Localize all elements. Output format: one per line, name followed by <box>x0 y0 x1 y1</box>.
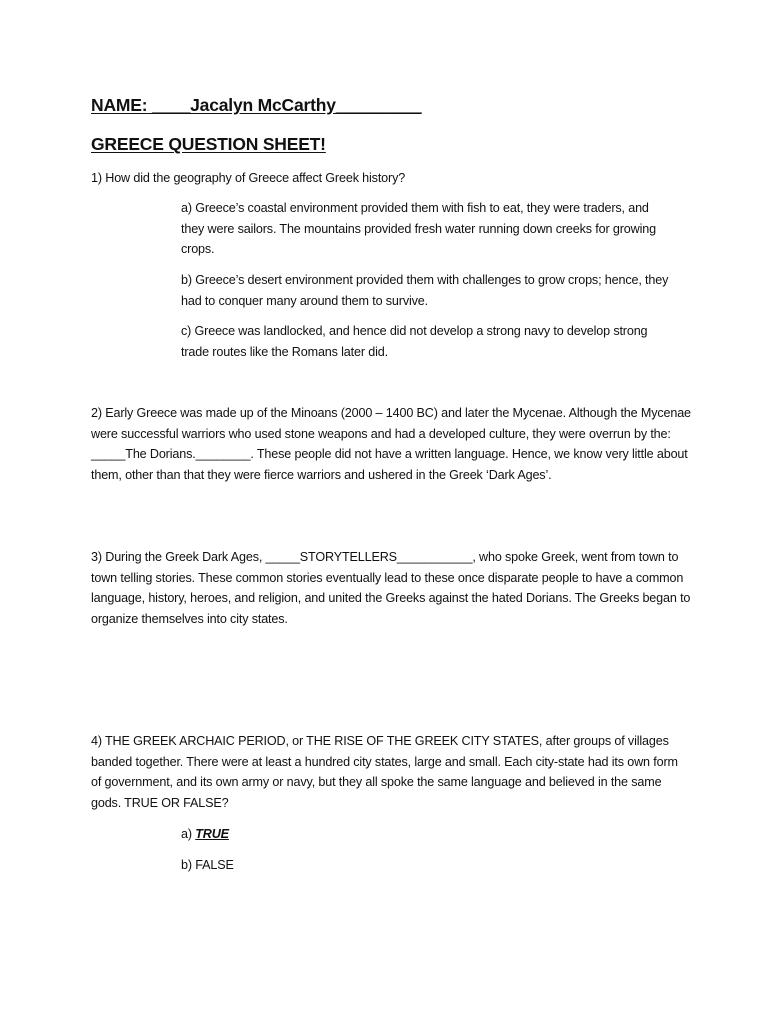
question-4-option-a <box>181 824 671 845</box>
question-1-prompt: 1) How did the geography of Greece affect Greek history? <box>91 171 406 185</box>
student-name-line: NAME: ____Jacalyn McCarthy_________ <box>91 95 422 115</box>
page-title: GREECE QUESTION SHEET! <box>91 134 326 154</box>
option-a-prefix: a) <box>181 827 196 841</box>
question-4-text: 4) THE GREEK ARCHAIC PERIOD, or THE RISE OF THE GREEK CITY STATES, after groups of villages banded together. There were at least a hundred city states, large and small. Each city-state had its own form of government, and its own army or navy, but they all spoke the same language and believed in the same gods. TRUE OR FALSE? <box>91 734 678 810</box>
question-4-option-b: b) FALSE <box>181 858 234 872</box>
question-1-option-a: a) Greece’s coastal environment provided them with fish to eat, they were traders, and they were sailors. The mountains provided fresh water running down creeks for growing crops. <box>181 201 656 257</box>
question-1-option-b: b) Greece’s desert environment provided them with challenges to grow crops; hence, they had to conquer many around them to survive. <box>181 273 669 308</box>
selected-answer-true: TRUE <box>195 827 229 841</box>
question-2-text: 2) Early Greece was made up of the Minoans (2000 – 1400 BC) and later the Mycenae. Although the Mycenae were successful warriors who used stone weapons and had a developed culture, they were overrun by the: _____The Dorians.________. These people did not have a written language. Hence, we know very little about them, other than that they were fierce warriors and ushered in the Greek ‘Dark Ages’. <box>91 406 691 482</box>
question-3-text: 3) During the Greek Dark Ages, _____STORYTELLERS___________, who spoke Greek, went from town to town telling stories. These common stories eventually lead to these once disparate people to have a common language, history, heroes, and religion, and united the Greeks against the hated Dorians. The Greeks began to organize themselves into city states. <box>91 550 691 626</box>
question-1-option-c: c) Greece was landlocked, and hence did not develop a strong navy to develop strong trade routes like the Romans later did. <box>181 324 648 359</box>
